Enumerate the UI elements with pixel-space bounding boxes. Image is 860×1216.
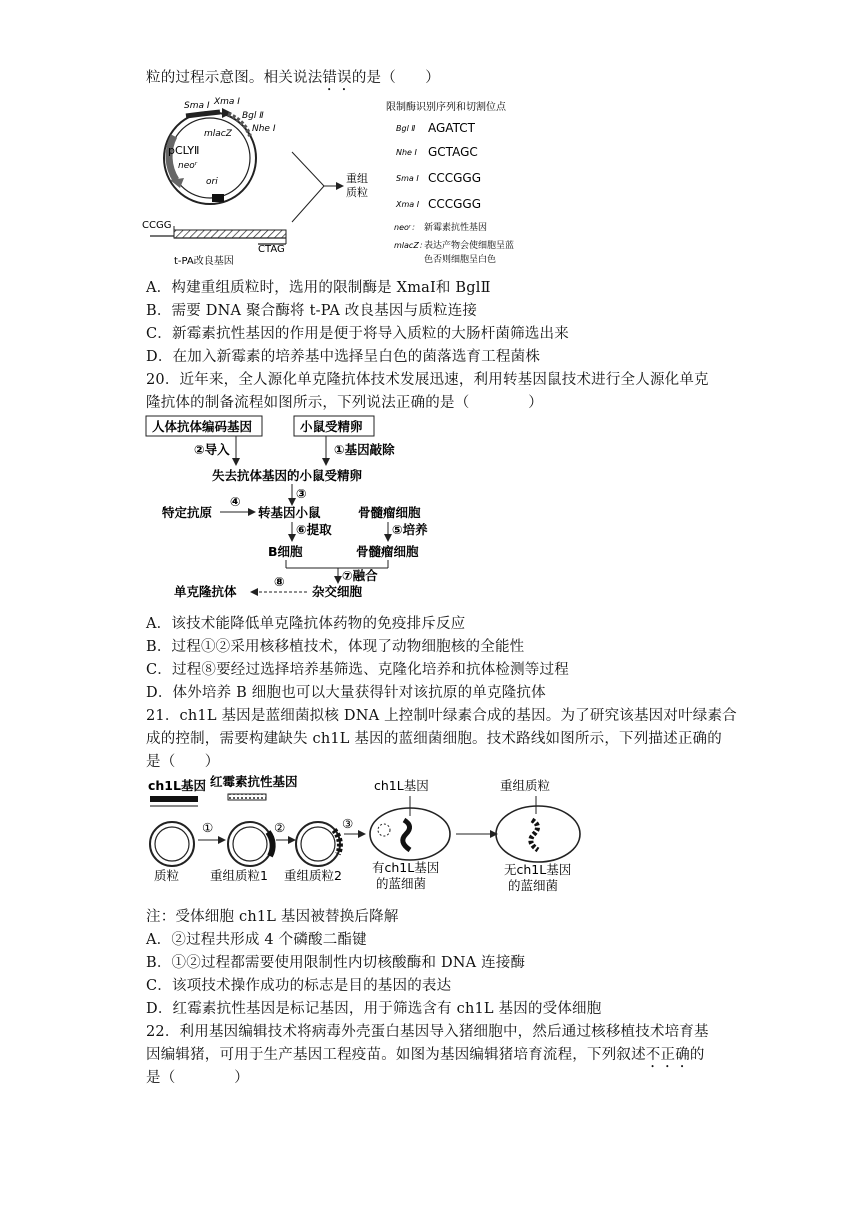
enzyme-row-xma bbox=[395, 197, 481, 211]
q19-option-a: A．构建重组质粒时，选用的限制酶是 XmaⅠ和 BglⅡ bbox=[146, 280, 491, 296]
q21-option-c: C．该项技术操作成功的标志是目的基因的表达 bbox=[146, 978, 452, 994]
without-gene-label-1: 无ch1L基因 bbox=[504, 862, 572, 877]
tpa-gene-label: t-PA改良基因 bbox=[174, 256, 234, 267]
xma-label: Xma Ⅰ bbox=[214, 97, 240, 107]
plasmid-name: pCLYⅡ bbox=[168, 144, 200, 157]
svg-text:Xma Ⅰ: Xma Ⅰ bbox=[396, 200, 420, 209]
step-5-label: ⑤培养 bbox=[392, 522, 428, 537]
recombinant-plasmid-label: 重组质粒 bbox=[500, 778, 551, 793]
ctag-label: CTAG bbox=[258, 244, 285, 255]
neo-label: neoʳ bbox=[178, 161, 198, 171]
enzyme-row-nhe bbox=[396, 145, 478, 159]
q21-note: 注：受体细胞 ch1L 基因被替换后降解 bbox=[146, 909, 399, 925]
q21-option-b: B．①②过程都需要使用限制性内切核酸酶和 DNA 连接酶 bbox=[146, 955, 526, 971]
emphasis-text: 不正确 bbox=[645, 1047, 690, 1063]
b-cell: B细胞 bbox=[268, 544, 303, 559]
figure-21-cloning-diagram bbox=[140, 772, 600, 900]
antigen: 特定抗原 bbox=[162, 505, 213, 520]
svg-text:CCCGGG: CCCGGG bbox=[428, 197, 482, 211]
mlacz-note-label: mlacZ： bbox=[394, 241, 427, 250]
myeloma-cell-2: 骨髓瘤细胞 bbox=[356, 544, 419, 559]
recombinant-label-2: 质粒 bbox=[346, 186, 368, 199]
neo-note-label: neoʳ： bbox=[394, 223, 419, 232]
q20-option-a: A．该技术能降低单克隆抗体药物的免疫排斥反应 bbox=[146, 616, 466, 632]
q19-option-d: D．在加入新霉素的培养基中选择呈白色的菌落选育工程菌株 bbox=[146, 349, 541, 365]
mlacz-note-2: 色否则细胞呈白色 bbox=[424, 255, 497, 265]
step-1-label: ①基因敲除 bbox=[334, 442, 395, 457]
nhe-label: Nhe Ⅰ bbox=[252, 124, 276, 134]
box-human-gene: 人体抗体编码基因 bbox=[152, 419, 253, 434]
with-gene-label-1: 有ch1L基因 bbox=[372, 860, 440, 875]
ccgg-label: CCGG bbox=[142, 220, 172, 231]
myeloma-cell-1: 骨髓瘤细胞 bbox=[358, 505, 421, 520]
figure-19-plasmid-diagram bbox=[140, 96, 560, 272]
svg-text:Sma Ⅰ: Sma Ⅰ bbox=[396, 174, 419, 183]
q21-option-d: D．红霉素抗性基因是标记基因，用于筛选含有 ch1L 基因的受体细胞 bbox=[146, 1001, 602, 1017]
recombinant-plasmid-2-label: 重组质粒2 bbox=[284, 868, 342, 883]
svg-text:CCCGGG: CCCGGG bbox=[428, 171, 482, 185]
q19-option-b: B．需要 DNA 聚合酶将 t-PA 改良基因与质粒连接 bbox=[146, 303, 478, 319]
q19-option-c: C．新霉素抗性基因的作用是便于将导入质粒的大肠杆菌筛选出来 bbox=[146, 326, 569, 342]
mlacz-label: mlacZ bbox=[204, 129, 232, 139]
ori-label: ori bbox=[206, 177, 218, 187]
q22-stem-line-1: 22．利用基因编辑技术将病毒外壳蛋白基因导入猪细胞中，然后通过核移植技术培育基 bbox=[146, 1024, 709, 1040]
neo-note: 新霉素抗性基因 bbox=[424, 223, 488, 233]
step-8-label: ⑧ bbox=[274, 574, 285, 589]
modified-egg: 失去抗体基因的小鼠受精卵 bbox=[212, 468, 363, 483]
transgenic-mouse: 转基因小鼠 bbox=[258, 505, 321, 520]
q21-option-a: A．②过程共形成 4 个磷酸二酯键 bbox=[146, 932, 367, 948]
step-6-label: ⑥提取 bbox=[296, 522, 332, 537]
q22-stem-line-2: 因编辑猪，可用于生产基因工程疫苗。如图为基因编辑猪培育流程，下列叙述不正确的 bbox=[146, 1047, 705, 1063]
recombinant-plasmid-1-label: 重组质粒1 bbox=[210, 868, 268, 883]
q22-stem-line-3: 是（ ） bbox=[146, 1070, 249, 1086]
q21-stem-line-3: 是（ ） bbox=[146, 754, 220, 770]
svg-text:Bgl Ⅱ: Bgl Ⅱ bbox=[396, 124, 416, 133]
step-3-label: ③ bbox=[342, 816, 354, 831]
without-gene-label-2: 的蓝细菌 bbox=[508, 878, 559, 893]
recombinant-label-1: 重组 bbox=[346, 172, 368, 185]
enzyme-row-bgl bbox=[396, 121, 476, 135]
q21-stem-line-1: 21．ch1L 基因是蓝细菌拟核 DNA 上控制叶绿素合成的基因。为了研究该基因对叶绿素合 bbox=[146, 708, 737, 724]
q20-stem-line-1: 20．近年来，全人源化单克隆抗体技术发展迅速，利用转基因鼠技术进行全人源化单克 bbox=[146, 372, 709, 388]
hybrid-cell: 杂交细胞 bbox=[312, 584, 363, 599]
svg-text:Nhe Ⅰ: Nhe Ⅰ bbox=[396, 148, 417, 157]
step-7-label: ⑦融合 bbox=[342, 568, 378, 583]
step-1-label: ① bbox=[202, 820, 214, 835]
q20-stem-line-2: 隆抗体的制备流程如图所示，下列说法正确的是（ ） bbox=[146, 395, 543, 411]
q21-stem-line-2: 成的控制，需要构建缺失 ch1L 基因的蓝细菌细胞。技术路线如图所示，下列描述正确的 bbox=[146, 731, 722, 747]
step-2-label: ② bbox=[274, 820, 286, 835]
enzyme-row-sma bbox=[396, 171, 481, 185]
with-gene-label-2: 的蓝细菌 bbox=[376, 876, 427, 891]
svg-text:GCTAGC: GCTAGC bbox=[428, 145, 478, 159]
figure-20-flowchart bbox=[140, 414, 470, 606]
ch1l-gene-label: ch1L基因 bbox=[148, 778, 206, 793]
bgl-label: Bgl Ⅱ bbox=[242, 111, 264, 121]
step-3-label: ③ bbox=[296, 486, 307, 501]
ch1l-gene-label-2: ch1L基因 bbox=[374, 778, 429, 793]
mlacz-note-1: 表达产物会使细胞呈蓝 bbox=[424, 241, 515, 251]
question-19-stem: 粒的过程示意图。相关说法错误的是（ ） bbox=[146, 70, 441, 86]
plasmid-label: 质粒 bbox=[154, 868, 180, 883]
q20-option-c: C．过程⑧要经过选择培养基筛选、克隆化培养和抗体检测等过程 bbox=[146, 662, 569, 678]
step-2-label: ②导入 bbox=[194, 442, 230, 457]
sma-label: Sma Ⅰ bbox=[184, 101, 210, 111]
q20-option-b: B．过程①②采用核移植技术，体现了动物细胞核的全能性 bbox=[146, 639, 525, 655]
resistance-gene-label: 红霉素抗性基因 bbox=[210, 774, 298, 789]
step-4-label: ④ bbox=[230, 494, 241, 509]
svg-text:AGATCT: AGATCT bbox=[428, 121, 475, 135]
monoclonal-antibody: 单克隆抗体 bbox=[174, 584, 237, 599]
box-mouse-egg: 小鼠受精卵 bbox=[300, 419, 363, 434]
q20-option-d: D．体外培养 B 细胞也可以大量获得针对该抗原的单克隆抗体 bbox=[146, 685, 546, 701]
enzyme-table-title: 限制酶识别序列和切割位点 bbox=[386, 102, 506, 113]
emphasis-text: 错误 bbox=[322, 70, 352, 86]
